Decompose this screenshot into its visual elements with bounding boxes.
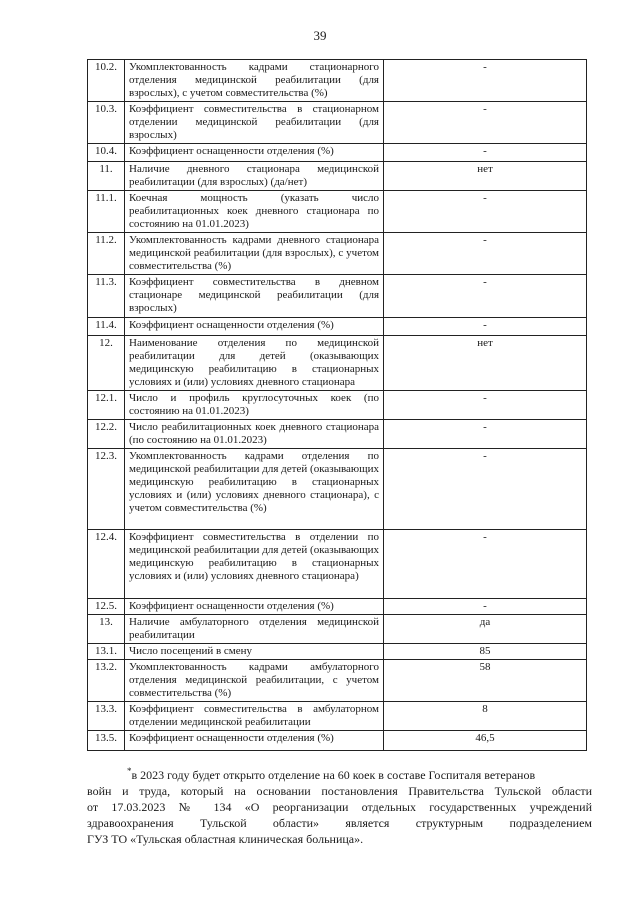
table-row — [88, 191, 587, 233]
table-row — [88, 702, 587, 731]
table-row — [88, 318, 587, 336]
footnote-line-5: ГУЗ ТО «Тульская областная клиническая больница». — [87, 832, 364, 846]
table-row — [88, 420, 587, 449]
row-value: нет — [384, 336, 587, 391]
page-number: 39 — [313, 28, 327, 43]
row-number: 13.1. — [88, 644, 125, 660]
row-number: 11.4. — [88, 318, 125, 336]
row-indicator: Число реабилитационных коек дневного стационара (по состоянию на 01.01.2023) — [125, 420, 384, 449]
row-indicator: Наличие амбулаторного отделения медицинской реабилитации — [125, 615, 384, 644]
row-number: 10.4. — [88, 144, 125, 162]
row-number: 11.2. — [88, 233, 125, 275]
row-value: - — [384, 318, 587, 336]
row-indicator: Наличие дневного стационара медицинской реабилитации (для взрослых) (да/нет) — [125, 162, 384, 191]
row-value: - — [384, 144, 587, 162]
row-value: - — [384, 233, 587, 275]
footnote-marker: * — [127, 766, 132, 776]
footnote-line-1: *в 2023 году будет открыто отделение на 60 коек в составе Госпиталя ветеранов — [127, 766, 536, 782]
row-number: 12.3. — [88, 449, 125, 530]
row-indicator: Число и профиль круглосуточных коек (по состоянию на 01.01.2023) — [125, 391, 384, 420]
row-indicator: Укомплектованность кадрами отделения по медицинской реабилитации для детей (оказывающих медицинскую реабилитацию в стационарных условиях и (или) условиях дневного стационара), с учетом совместительства (%) — [125, 449, 384, 530]
row-indicator: Коэффициент оснащенности отделения (%) — [125, 731, 384, 751]
row-value: да — [384, 615, 587, 644]
footnote-line-2: войн и труда, который на основании постановления Правительства Тульской области — [87, 784, 592, 798]
row-number: 12.2. — [88, 420, 125, 449]
footnote — [87, 763, 592, 847]
table-row — [88, 162, 587, 191]
row-indicator: Число посещений в смену — [125, 644, 384, 660]
table-row — [88, 102, 587, 144]
row-number: 12. — [88, 336, 125, 391]
row-number: 11.1. — [88, 191, 125, 233]
row-indicator: Коэффициент совместительства в стационарном отделении медицинской реабилитации (для взрослых) — [125, 102, 384, 144]
table-row — [88, 233, 587, 275]
row-number: 12.4. — [88, 530, 125, 599]
row-value: - — [384, 102, 587, 144]
row-indicator: Коэффициент оснащенности отделения (%) — [125, 318, 384, 336]
table-row — [88, 599, 587, 615]
row-indicator: Коэффициент оснащенности отделения (%) — [125, 144, 384, 162]
row-number: 10.3. — [88, 102, 125, 144]
row-value: - — [384, 449, 587, 530]
row-number: 13.3. — [88, 702, 125, 731]
row-value: - — [384, 599, 587, 615]
row-value: - — [384, 391, 587, 420]
row-value: - — [384, 420, 587, 449]
row-indicator: Коэффициент совместительства в дневном стационаре медицинской реабилитации (для взрослых) — [125, 275, 384, 318]
table-row — [88, 336, 587, 391]
table-row — [88, 644, 587, 660]
table-row — [88, 731, 587, 751]
table-row — [88, 615, 587, 644]
row-number: 11.3. — [88, 275, 125, 318]
row-indicator: Коэффициент совместительства в амбулаторном отделении медицинской реабилитации — [125, 702, 384, 731]
row-value: 46,5 — [384, 731, 587, 751]
table-row — [88, 275, 587, 318]
row-value: - — [384, 60, 587, 102]
row-number: 13.5. — [88, 731, 125, 751]
table-row — [88, 60, 587, 102]
row-value: нет — [384, 162, 587, 191]
row-indicator: Коечная мощность (указать число реабилитационных коек дневного стационара по состоянию на 01.01.2023) — [125, 191, 384, 233]
row-number: 12.1. — [88, 391, 125, 420]
row-number: 10.2. — [88, 60, 125, 102]
row-indicator: Коэффициент совместительства в отделении по медицинской реабилитации для детей (оказывающих медицинскую реабилитацию в стационарных условиях и (или) условиях дневного стационара) — [125, 530, 384, 599]
table-row — [88, 530, 587, 599]
table-row — [88, 391, 587, 420]
row-indicator: Укомплектованность кадрами стационарного отделения медицинской реабилитации (для взрослых), с учетом совместительства (%) — [125, 60, 384, 102]
row-indicator: Коэффициент оснащенности отделения (%) — [125, 599, 384, 615]
row-number: 13. — [88, 615, 125, 644]
row-value: - — [384, 275, 587, 318]
row-value: 8 — [384, 702, 587, 731]
row-number: 11. — [88, 162, 125, 191]
row-value: - — [384, 530, 587, 599]
table-row — [88, 449, 587, 530]
row-indicator: Укомплектованность кадрами амбулаторного отделения медицинской реабилитации, с учетом совместительства (%) — [125, 660, 384, 702]
row-value: - — [384, 191, 587, 233]
table-row — [88, 144, 587, 162]
table-row — [88, 660, 587, 702]
row-indicator: Укомплектованность кадрами дневного стационара медицинской реабилитации (для взрослых), с учетом совместительства (%) — [125, 233, 384, 275]
row-value: 85 — [384, 644, 587, 660]
row-number: 13.2. — [88, 660, 125, 702]
row-indicator: Наименование отделения по медицинской реабилитации для детей (оказывающих медицинскую реабилитацию в стационарных условиях и (или) условиях дневного стационара — [125, 336, 384, 391]
footnote-line-4: здравоохранения Тульской области» является структурным подразделением — [87, 816, 592, 830]
row-value: 58 — [384, 660, 587, 702]
row-number: 12.5. — [88, 599, 125, 615]
indicators-table — [87, 59, 587, 751]
footnote-line-3: от 17.03.2023 № 134 «О реорганизации отдельных государственных учреждений — [87, 800, 592, 814]
